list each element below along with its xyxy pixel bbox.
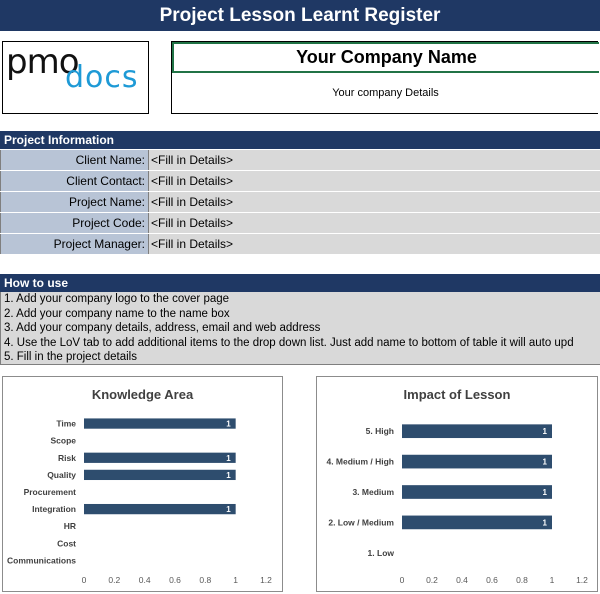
- bar: [84, 504, 236, 514]
- x-tick-label: 1: [549, 575, 555, 585]
- company-name-cell[interactable]: Your Company Name: [172, 42, 599, 73]
- info-value-cell[interactable]: <Fill in Details>: [149, 150, 600, 170]
- company-logo: [2, 41, 149, 114]
- info-value-cell[interactable]: <Fill in Details>: [149, 234, 600, 254]
- how-to-use-header: How to use: [0, 274, 600, 292]
- x-tick-label: 0: [81, 575, 87, 585]
- logo-text-docs: docs: [65, 60, 139, 95]
- category-label: Cost: [57, 538, 76, 549]
- bar: [84, 418, 236, 428]
- project-info-header: Project Information: [0, 131, 600, 149]
- company-details-cell[interactable]: Your company Details: [332, 87, 439, 99]
- info-row-project-name: [0, 192, 600, 212]
- bar: [84, 453, 236, 463]
- category-label: HR: [63, 521, 76, 532]
- info-value-cell[interactable]: <Fill in Details>: [149, 171, 600, 191]
- bar: [402, 424, 552, 438]
- bar: [402, 455, 552, 469]
- x-tick-label: 0.8: [199, 575, 212, 585]
- bar-data-label: 1: [226, 453, 231, 463]
- info-row-project-manager: [0, 234, 600, 254]
- how-to-step: 2. Add your company name to the name box: [4, 307, 230, 320]
- impact-of-lesson-plot: [317, 377, 597, 591]
- how-to-step: 1. Add your company logo to the cover page: [4, 293, 230, 305]
- bar-data-label: 1: [542, 427, 547, 437]
- category-label: Integration: [32, 504, 76, 515]
- x-tick-label: 1: [233, 575, 239, 585]
- info-label: Project Manager:: [0, 234, 149, 254]
- bar-data-label: 1: [226, 470, 231, 480]
- x-tick-label: 0.2: [426, 575, 438, 585]
- how-to-step: 3. Add your company details, address, email and web address: [4, 322, 321, 334]
- x-tick-label: 1.2: [260, 575, 272, 585]
- chart-title: Impact of Lesson: [403, 387, 511, 402]
- category-label: Time: [56, 418, 76, 429]
- how-to-use-list: [0, 292, 600, 365]
- info-row-client-name: [0, 150, 600, 170]
- bar-data-label: 1: [226, 505, 231, 515]
- category-label: Communications: [7, 555, 76, 566]
- bar: [402, 516, 552, 530]
- x-tick-label: 0: [399, 575, 405, 585]
- impact-of-lesson-chart[interactable]: [316, 376, 598, 592]
- category-label: Procurement: [23, 487, 76, 497]
- category-label: Risk: [58, 452, 76, 463]
- bar-data-label: 1: [542, 518, 547, 528]
- company-box: [171, 41, 598, 114]
- category-label: 5. High: [365, 426, 394, 437]
- info-row-client-contact: [0, 171, 600, 191]
- x-tick-label: 0.6: [486, 575, 498, 585]
- bar: [84, 470, 236, 480]
- chart-title: Knowledge Area: [91, 387, 194, 402]
- x-tick-label: 0.4: [138, 575, 151, 585]
- category-label: 4. Medium / High: [326, 456, 394, 467]
- category-label: Quality: [47, 469, 76, 480]
- bar-data-label: 1: [542, 488, 547, 497]
- info-label: Client Name:: [0, 150, 149, 170]
- category-label: Scope: [50, 435, 76, 446]
- knowledge-area-plot: [3, 377, 282, 591]
- x-tick-label: 0.2: [108, 575, 121, 585]
- how-to-step: 5. Fill in the project details: [4, 351, 137, 363]
- info-value-cell[interactable]: <Fill in Details>: [149, 192, 600, 212]
- category-label: 3. Medium: [352, 487, 394, 497]
- info-label: Project Code:: [0, 213, 149, 233]
- category-label: 1. Low: [367, 547, 394, 558]
- x-tick-label: 0.8: [516, 575, 528, 585]
- info-value-cell[interactable]: <Fill in Details>: [149, 213, 600, 233]
- x-tick-label: 1.2: [576, 575, 588, 585]
- knowledge-area-chart[interactable]: [2, 376, 283, 592]
- info-row-project-code: [0, 213, 600, 233]
- x-tick-label: 0.6: [169, 575, 181, 585]
- register-title: Project Lesson Learnt Register: [0, 0, 600, 31]
- bar-data-label: 1: [542, 457, 547, 467]
- bar-data-label: 1: [226, 419, 231, 429]
- category-label: 2. Low / Medium: [328, 517, 394, 528]
- x-tick-label: 0.4: [456, 575, 468, 585]
- info-label: Client Contact:: [0, 171, 149, 191]
- how-to-step: 4. Use the LoV tab to add additional items to the drop down list. Just add name to bottom of table it will auto upd: [4, 336, 574, 349]
- logo-text-pmo: pmo: [6, 42, 79, 82]
- bar: [402, 485, 552, 499]
- info-label: Project Name:: [0, 192, 149, 212]
